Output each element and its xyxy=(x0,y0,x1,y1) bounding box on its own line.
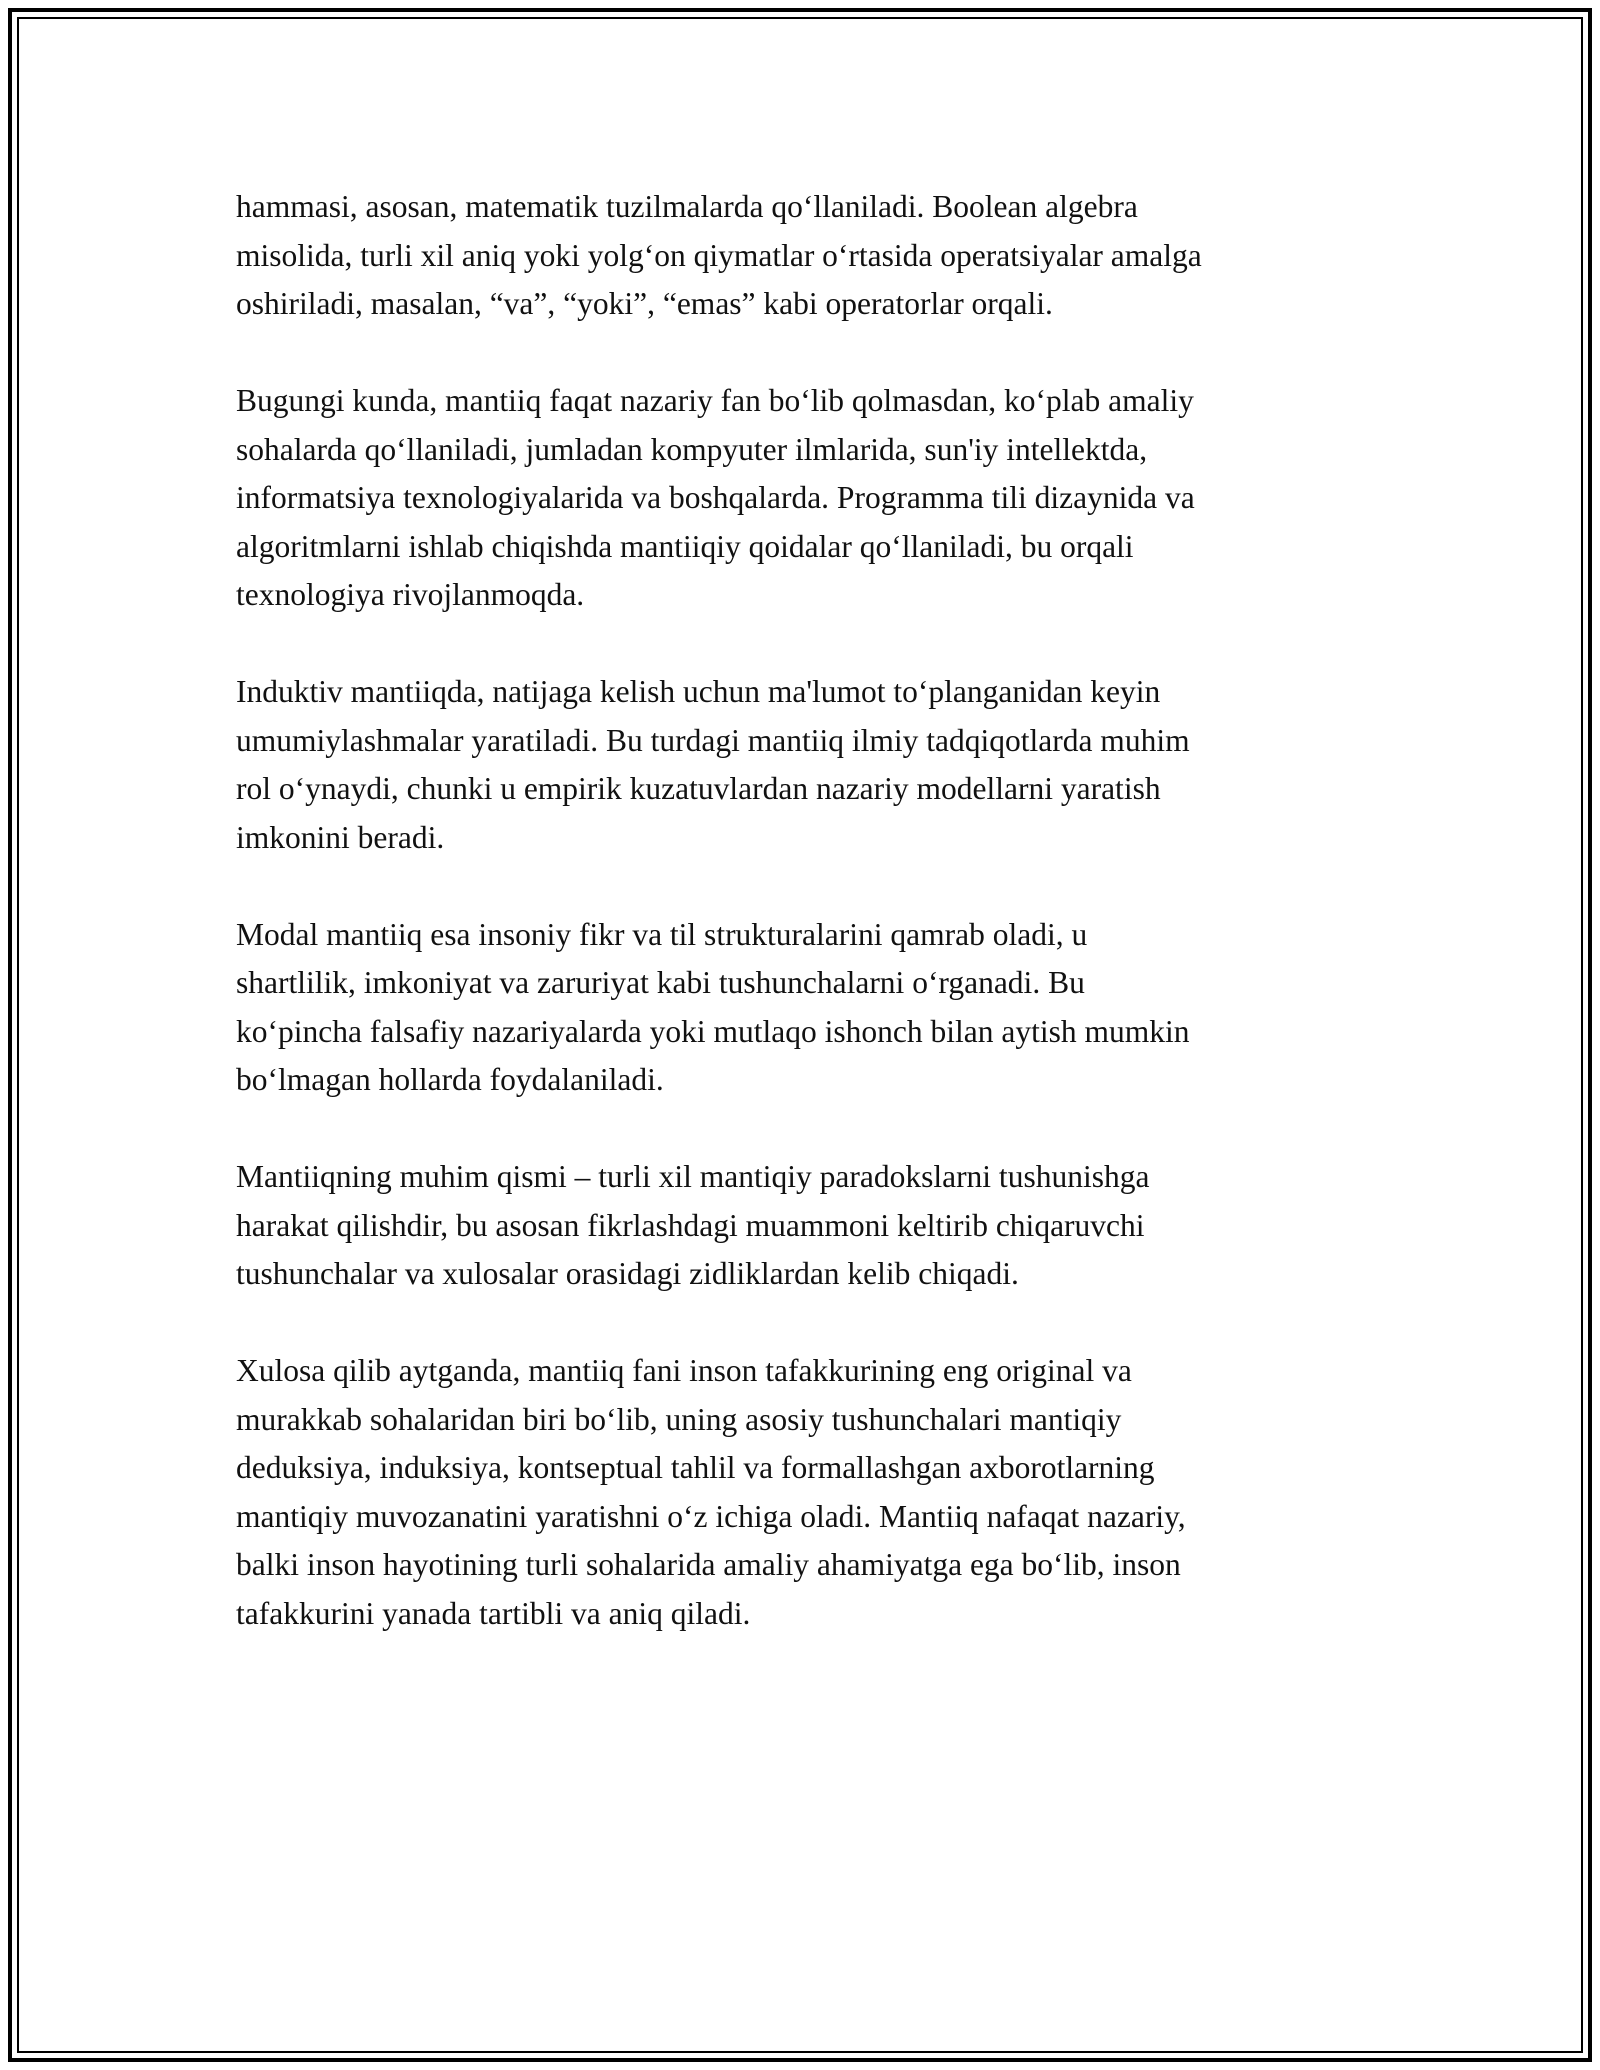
paragraph-applications: Bugungi kunda, mantiiq faqat nazariy fan bo‘lib qolmasdan, ko‘plab amaliy sohalarda qo‘llaniladi, jumladan kompyuter ilmlarida, sun'iy intellektda, informatsiya texnologiyalarida va boshqalarda. Programma tili dizaynida va algoritmlarni ishlab chiqishda mantiiqiy qoidalar qo‘llaniladi, bu orqali texnologiya rivojlanmoqda. xyxy=(236,383,1195,612)
paragraph-inductive-logic: Induktiv mantiiqda, natijaga kelish uchun ma'lumot to‘planganidan keyin umumiylashmalar yaratiladi. Bu turdagi mantiiq ilmiy tadqiqotlarda muhim rol o‘ynaydi, chunki u empirik kuzatuvlardan nazariy modellarni yaratish imkonini beradi. xyxy=(236,674,1190,855)
paragraph-modal-logic: Modal mantiiq esa insoniy fikr va til strukturalarini qamrab oladi, u shartlilik, imkoniyat va zaruriyat kabi tushunchalarni o‘rganadi. Bu ko‘pincha falsafiy nazariyalarda yoki mutlaqo ishonch bilan aytish mumkin bo‘lmagan hollarda foydalaniladi. xyxy=(236,916,1190,1097)
paragraph-boolean-algebra: hammasi, asosan, matematik tuzilmalarda qo‘llaniladi. Boolean algebra misolida, turli xil aniq yoki yolg‘on qiymatlar o‘rtasida operatsiyalar amalga oshiriladi, masalan, “va”, “yoki”, “emas” kabi operatorlar orqali. xyxy=(236,189,1202,321)
paragraph-paradoxes: Mantiiqning muhim qismi – turli xil mantiqiy paradokslarni tushunishga harakat qilishdir, bu asosan fikrlashdagi muammoni keltirib chiqaruvchi tushunchalar va xulosalar orasidagi zidliklardan kelib chiqadi. xyxy=(236,1159,1150,1291)
paragraph-conclusion: Xulosa qilib aytganda, mantiiq fani inson tafakkurining eng original va murakkab sohalaridan biri bo‘lib, uning asosiy tushunchalari mantiqiy deduksiya, induksiya, kontseptual tahlil va formallashgan axborotlarning mantiqiy muvozanatini yaratishni o‘z ichiga oladi. Mantiiq nafaqat nazariy, balki inson hayotining turli sohalarida amaliy ahamiyatga ega bo‘lib, inson tafakkurini yanada tartibli va aniq qiladi. xyxy=(236,1353,1186,1631)
body-text xyxy=(236,183,1376,1687)
